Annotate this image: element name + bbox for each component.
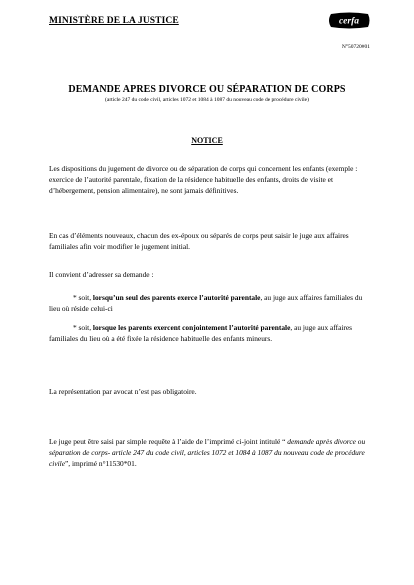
cerfa-logo — [327, 12, 371, 29]
notice-heading: NOTICE — [191, 136, 223, 145]
paragraph-address-request: Il convient d’adresser sa demande : — [49, 270, 154, 279]
logo-text: cerfa — [338, 16, 360, 27]
document-subtitle: (article 247 du code civil, articles 1072 et 1084 à 1087 du nouveau code de procédure civile) — [105, 97, 309, 103]
paragraph-new-elements: En cas d’éléments nouveaux, chacun des ex-époux ou séparés de corps peut saisir le juge aux affaires familiales afin voir modifier le jugement initial. — [49, 231, 349, 252]
form-reference-number: N°50720#01 — [341, 44, 370, 50]
bullet-joint-parents: * soit, lorsque les parents exercent conjointement l’autorité parentale, au juge aux affaires familiales du lieu où a été fixée la résidence habituelle des enfants mineurs. — [49, 323, 353, 344]
bullet-single-parent: * soit, lorsqu’un seul des parents exerce l’autorité parentale, au juge aux affaires familiales du lieu où réside celui-ci — [49, 293, 363, 314]
ministry-header: MINISTÈRE DE LA JUSTICE — [49, 16, 179, 26]
paragraph-definitive-provisions: Les dispositions du jugement de divorce ou de séparation de corps qui concernent les enfants (exemple : exercice de l’autorité parentale, fixation de la résidence habituelle des enfants, droits de visite et d’hébergement, pension alimentaire), ne sont jamais définitives. — [49, 164, 358, 196]
paragraph-lawyer-not-required: La représentation par avocat n’est pas obligatoire. — [49, 387, 197, 396]
paragraph-request-form: Le juge peut être saisi par simple requête à l’aide de l’imprimé ci-joint intitulé “ demande après divorce ou séparation de corps- article 247 du code civil, articles 1072 et 1084 à 1087 du nouveau code de procédure civile”, imprimé n°11530*01. — [49, 437, 366, 469]
document-title: DEMANDE APRES DIVORCE OU SÉPARATION DE CORPS — [68, 84, 346, 95]
